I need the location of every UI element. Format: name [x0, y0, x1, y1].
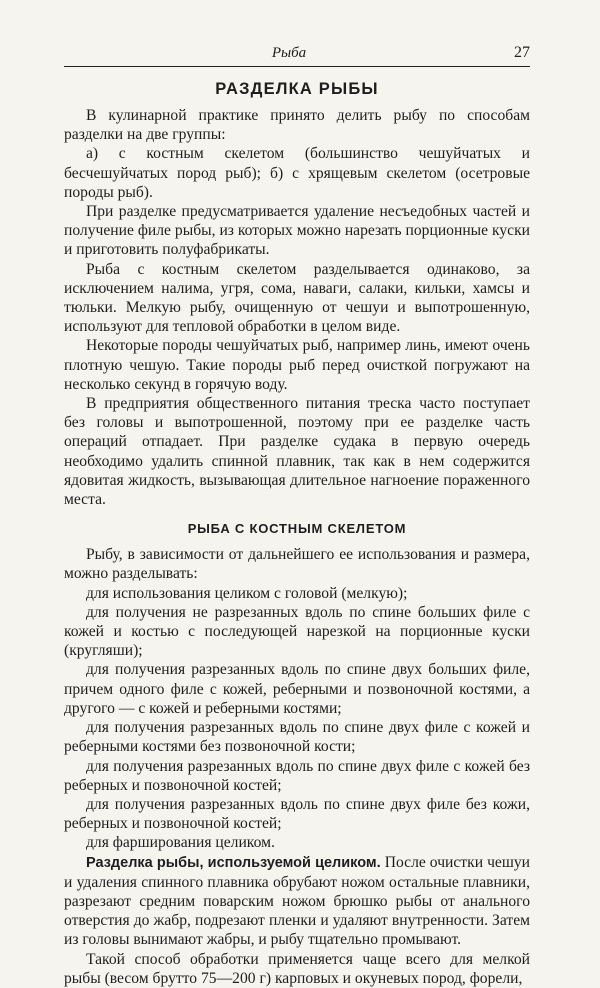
- paragraph: В кулинарной практике принято делить рыбу по способам разделки на две группы:: [64, 107, 530, 144]
- run-in-text: После очистки чешуи и удаления спинного плавника обрубают ножом остальные плавники, разрезают средним поварским ножом брюшко рыбы от анального отверстия до жабр, подрезают пленки и удаляют внутренности. Затем из головы вынимают жабры, и рыбу тщательно промывают.: [64, 853, 530, 949]
- list-item: для получения разрезанных вдоль по спине двух больших филе, причем одного филе с кожей, реберными и позвоночной костями, а другого — с кожей и реберными костями;: [64, 661, 530, 717]
- list-item: для получения разрезанных вдоль по спине двух филе с кожей без реберных и позвоночной костей;: [64, 757, 530, 794]
- section-title: РАЗДЕЛКА РЫБЫ: [215, 80, 379, 98]
- page-number: 27: [514, 44, 530, 61]
- list-item: для получения разрезанных вдоль по спине двух филе с кожей и реберными костями без позвоночной кости;: [64, 719, 530, 756]
- running-header: [64, 38, 530, 62]
- subsection-title: РЫБА С КОСТНЫМ СКЕЛЕТОМ: [187, 521, 407, 537]
- paragraph: Такой способ обработки применяется чаще всего для мелкой рыбы (весом брутто 75—200 г) карповых и окуневых пород, форели,: [64, 950, 530, 987]
- list-item: для получения не разрезанных вдоль по спине больших филе с кожей и костью с последующей нарезкой на порционные куски (кругляши);: [64, 603, 530, 660]
- paragraph: Рыба с костным скелетом разделывается одинаково, за исключением налима, угря, сома, наваги, салаки, кильки, хамсы и тюльки. Мелкую рыбу, очищенную от чешуи и выпотрошенную, используют для тепловой обработки в целом виде.: [64, 260, 530, 336]
- page-body: [64, 79, 530, 988]
- list-item: для получения разрезанных вдоль по спине двух филе без кожи, реберных и позвоночной костей;: [64, 795, 530, 833]
- list-item: для использования целиком с головой (мелкую);: [86, 584, 408, 602]
- running-header-title: Рыба: [271, 45, 307, 61]
- header-rule: [64, 66, 530, 67]
- paragraph: [64, 853, 530, 950]
- paragraph: Некоторые породы чешуйчатых рыб, например линь, имеют очень плотную чешую. Такие породы рыб перед очисткой погружают на несколько секунд в горячую воду.: [64, 337, 530, 393]
- list-item: для фарширования целиком.: [86, 834, 275, 852]
- run-in-heading: Разделка рыбы, используемой целиком.: [86, 854, 381, 871]
- paragraph: а) с костным скелетом (большинство чешуйчатых и бесчешуйчатых пород рыб); б) с хрящевым скелетом (осетровые породы рыб).: [64, 145, 530, 201]
- paragraph: В предприятия общественного питания треска часто поступает без головы и выпотрошенной, поэтому при ее разделке часть операций отпадает. При разделке судака в первую очередь необходимо удалить спинной плавник, так как в нем содержится ядовитая жидкость, вызывающая длительное нагноение пораженного места.: [64, 395, 530, 509]
- paragraph: Рыбу, в зависимости от дальнейшего ее использования и размера, можно разделывать:: [64, 546, 530, 583]
- paragraph: При разделке предусматривается удаление несъедобных частей и получение филе рыбы, из которых можно нарезать порционные куски и приготовить полуфабрикаты.: [64, 203, 530, 259]
